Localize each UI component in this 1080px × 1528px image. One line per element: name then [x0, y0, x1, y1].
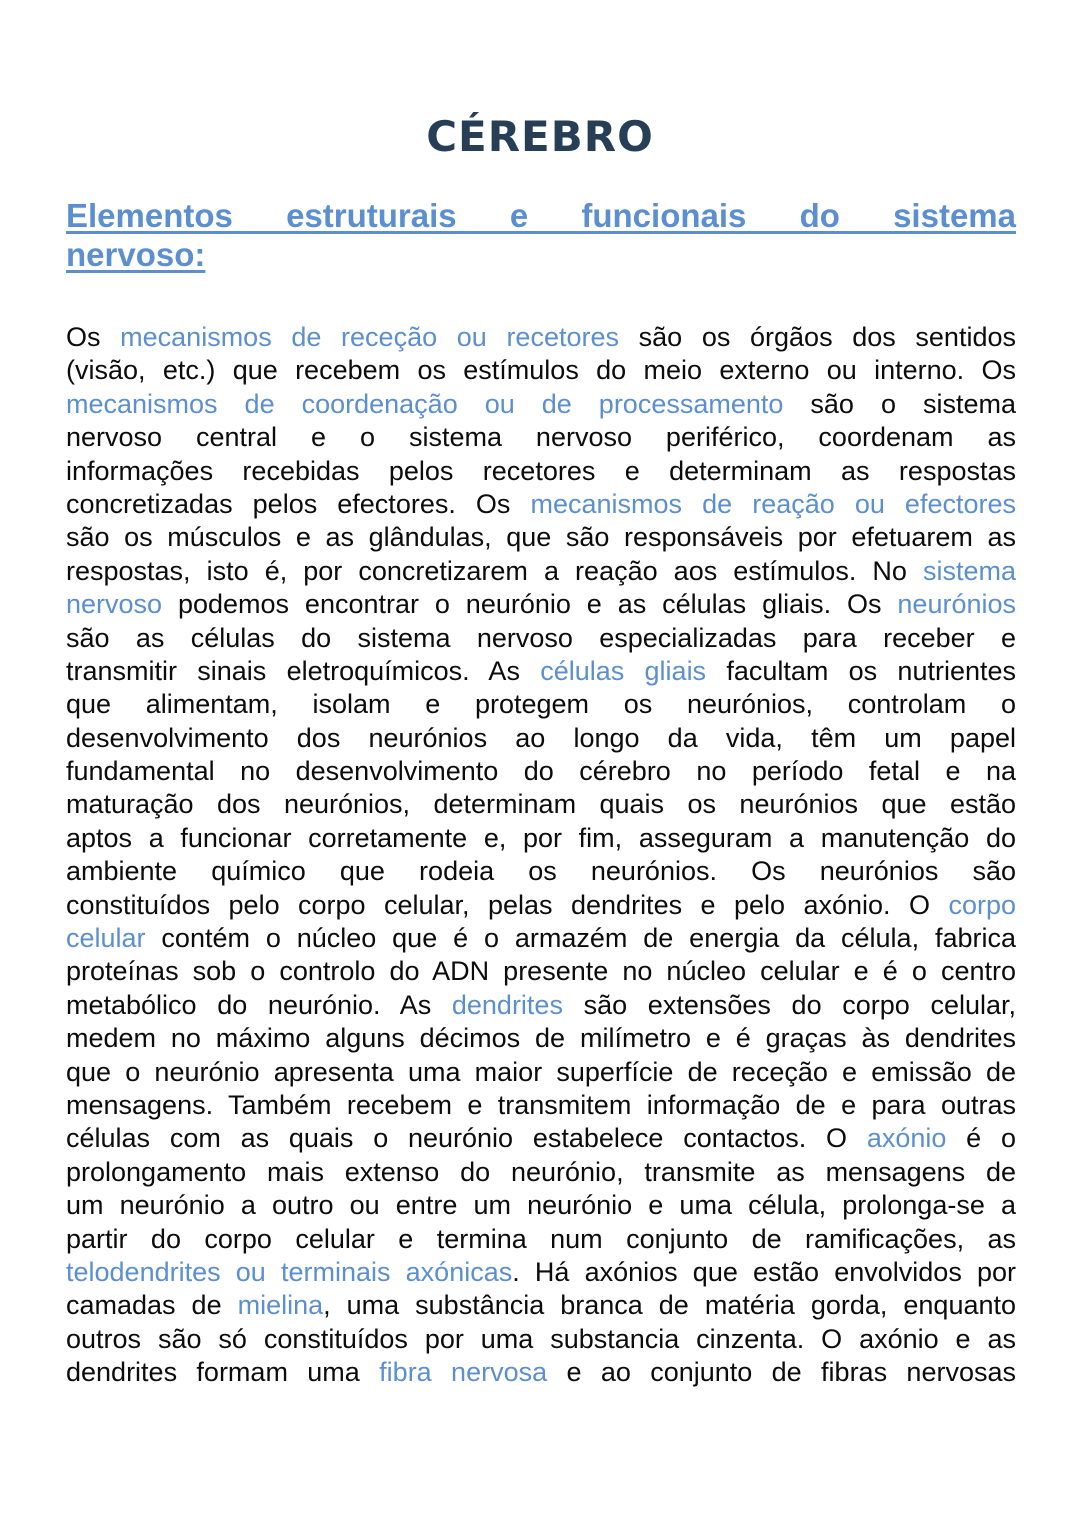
key-term: mecanismos de receção ou recetores	[120, 322, 619, 352]
paragraph-line	[66, 655, 1016, 688]
section-heading-line: Elementos estruturais e funcionais do sistema	[66, 197, 1016, 234]
key-term: celular	[66, 923, 146, 954]
text-run: informações recebidas pelos recetores e determinam as respostas	[66, 455, 1016, 486]
key-term: dendrites	[451, 989, 563, 1020]
text-run: são os órgãos dos sentidos	[619, 322, 1016, 352]
text-run: e ao conjunto de fibras nervosas	[547, 1357, 1016, 1388]
section-heading	[66, 196, 1016, 274]
paragraph-line	[66, 822, 1016, 855]
paragraph-line	[66, 755, 1016, 788]
text-run: dendrites formam uma	[66, 1357, 380, 1388]
text-run: camadas de	[66, 1290, 238, 1321]
text-run: concretizadas pelos efectores. Os	[66, 488, 531, 519]
paragraph-line	[66, 588, 1016, 621]
key-term: neurónios	[897, 589, 1016, 620]
paragraph-line	[66, 1323, 1016, 1356]
paragraph-line	[66, 1189, 1016, 1222]
text-run: partir do corpo celular e termina num conjunto de ramificações, as	[66, 1223, 1016, 1254]
text-run: é o	[946, 1123, 1016, 1154]
section-heading-line: nervoso:	[66, 236, 206, 273]
page-title: CÉREBRO	[426, 112, 654, 161]
key-term: nervoso	[66, 589, 163, 620]
paragraph-line	[66, 622, 1016, 655]
paragraph-line	[66, 1056, 1016, 1089]
paragraph-line	[66, 889, 1016, 922]
paragraph-line	[66, 321, 1016, 354]
text-run: respostas, isto é, por concretizarem a reação aos estímulos. No	[66, 555, 923, 586]
text-run: que o neurónio apresenta uma maior superfície de receção e emissão de	[66, 1056, 1016, 1087]
key-term: mecanismos de reação ou efectores	[530, 488, 1016, 519]
paragraph-line	[66, 788, 1016, 821]
paragraph-line	[66, 1089, 1016, 1122]
paragraph-line	[66, 1289, 1016, 1322]
paragraph-line	[66, 388, 1016, 421]
paragraph-line	[66, 1122, 1016, 1155]
paragraph-line	[66, 1022, 1016, 1055]
text-run: metabólico do neurónio. As	[66, 989, 452, 1020]
paragraph-line	[66, 722, 1016, 755]
key-term: fibra nervosa	[379, 1357, 548, 1388]
paragraph-line	[66, 1223, 1016, 1256]
text-run: maturação dos neurónios, determinam quais os neurónios que estão	[66, 789, 1016, 820]
key-term: células gliais	[540, 655, 707, 686]
text-run: são o sistema	[783, 388, 1016, 419]
text-run: . Há axónios que estão envolvidos por	[512, 1256, 1017, 1287]
paragraph-line	[66, 421, 1016, 454]
body-paragraph	[66, 321, 1016, 1390]
text-run: são as células do sistema nervoso especializadas para receber e	[66, 622, 1016, 653]
key-term: axónio	[866, 1123, 947, 1154]
text-run: contém o núcleo que é o armazém de energia da célula, fabrica	[145, 923, 1016, 954]
text-run: prolongamento mais extenso do neurónio, transmite as mensagens de	[66, 1156, 1016, 1187]
paragraph-line	[66, 989, 1016, 1022]
text-run: fundamental no desenvolvimento do cérebro no período fetal e na	[66, 756, 1016, 787]
paragraph-line	[66, 922, 1016, 955]
text-run: facultam os nutrientes	[706, 655, 1016, 686]
text-run: medem no máximo alguns décimos de milímetro e é graças às dendrites	[66, 1023, 1016, 1054]
text-run: outros são só constituídos por uma substancia cinzenta. O axónio e as	[66, 1323, 1016, 1354]
paragraph-line	[66, 688, 1016, 721]
text-run: células com as quais o neurónio estabelece contactos. O	[66, 1123, 867, 1154]
paragraph-line	[66, 521, 1016, 554]
key-term: corpo	[948, 889, 1016, 920]
text-run: aptos a funcionar corretamente e, por fim, asseguram a manutenção do	[66, 822, 1016, 853]
text-run: mensagens. Também recebem e transmitem informação de e para outras	[66, 1089, 1016, 1120]
key-term: telodendrites ou terminais axónicas	[66, 1256, 513, 1287]
paragraph-line	[66, 1156, 1016, 1189]
text-run: desenvolvimento dos neurónios ao longo da vida, têm um papel	[66, 722, 1016, 753]
paragraph-line	[66, 855, 1016, 888]
paragraph-line	[66, 1256, 1016, 1289]
key-term: mecanismos de coordenação ou de processamento	[66, 388, 784, 419]
text-run: , uma substância branca de matéria gorda, enquanto	[323, 1290, 1017, 1321]
text-run: constituídos pelo corpo celular, pelas dendrites e pelo axónio. O	[66, 889, 949, 920]
text-run: são os músculos e as glândulas, que são responsáveis por efetuarem as	[66, 522, 1016, 553]
text-run: ambiente químico que rodeia os neurónios. Os neurónios são	[66, 856, 1016, 887]
text-run: que alimentam, isolam e protegem os neurónios, controlam o	[66, 689, 1016, 720]
text-run: nervoso central e o sistema nervoso periférico, coordenam as	[66, 422, 1016, 453]
paragraph-line	[66, 955, 1016, 988]
paragraph-line	[66, 354, 1016, 387]
paragraph-line	[66, 488, 1016, 521]
text-run: transmitir sinais eletroquímicos. As	[66, 655, 541, 686]
text-run: podemos encontrar o neurónio e as células gliais. Os	[162, 589, 898, 620]
paragraph-line	[66, 555, 1016, 588]
paragraph-line	[66, 455, 1016, 488]
key-term: sistema	[922, 555, 1016, 586]
paragraph-line	[66, 1356, 1016, 1389]
text-run: (visão, etc.) que recebem os estímulos do meio externo ou interno. Os	[66, 355, 1016, 386]
key-term: mielina	[237, 1290, 324, 1321]
text-run: Os	[66, 322, 121, 352]
text-run: são extensões do corpo celular,	[562, 989, 1017, 1020]
text-run: um neurónio a outro ou entre um neurónio e uma célula, prolonga-se a	[66, 1190, 1016, 1221]
text-run: proteínas sob o controlo do ADN presente no núcleo celular e é o centro	[66, 956, 1016, 987]
